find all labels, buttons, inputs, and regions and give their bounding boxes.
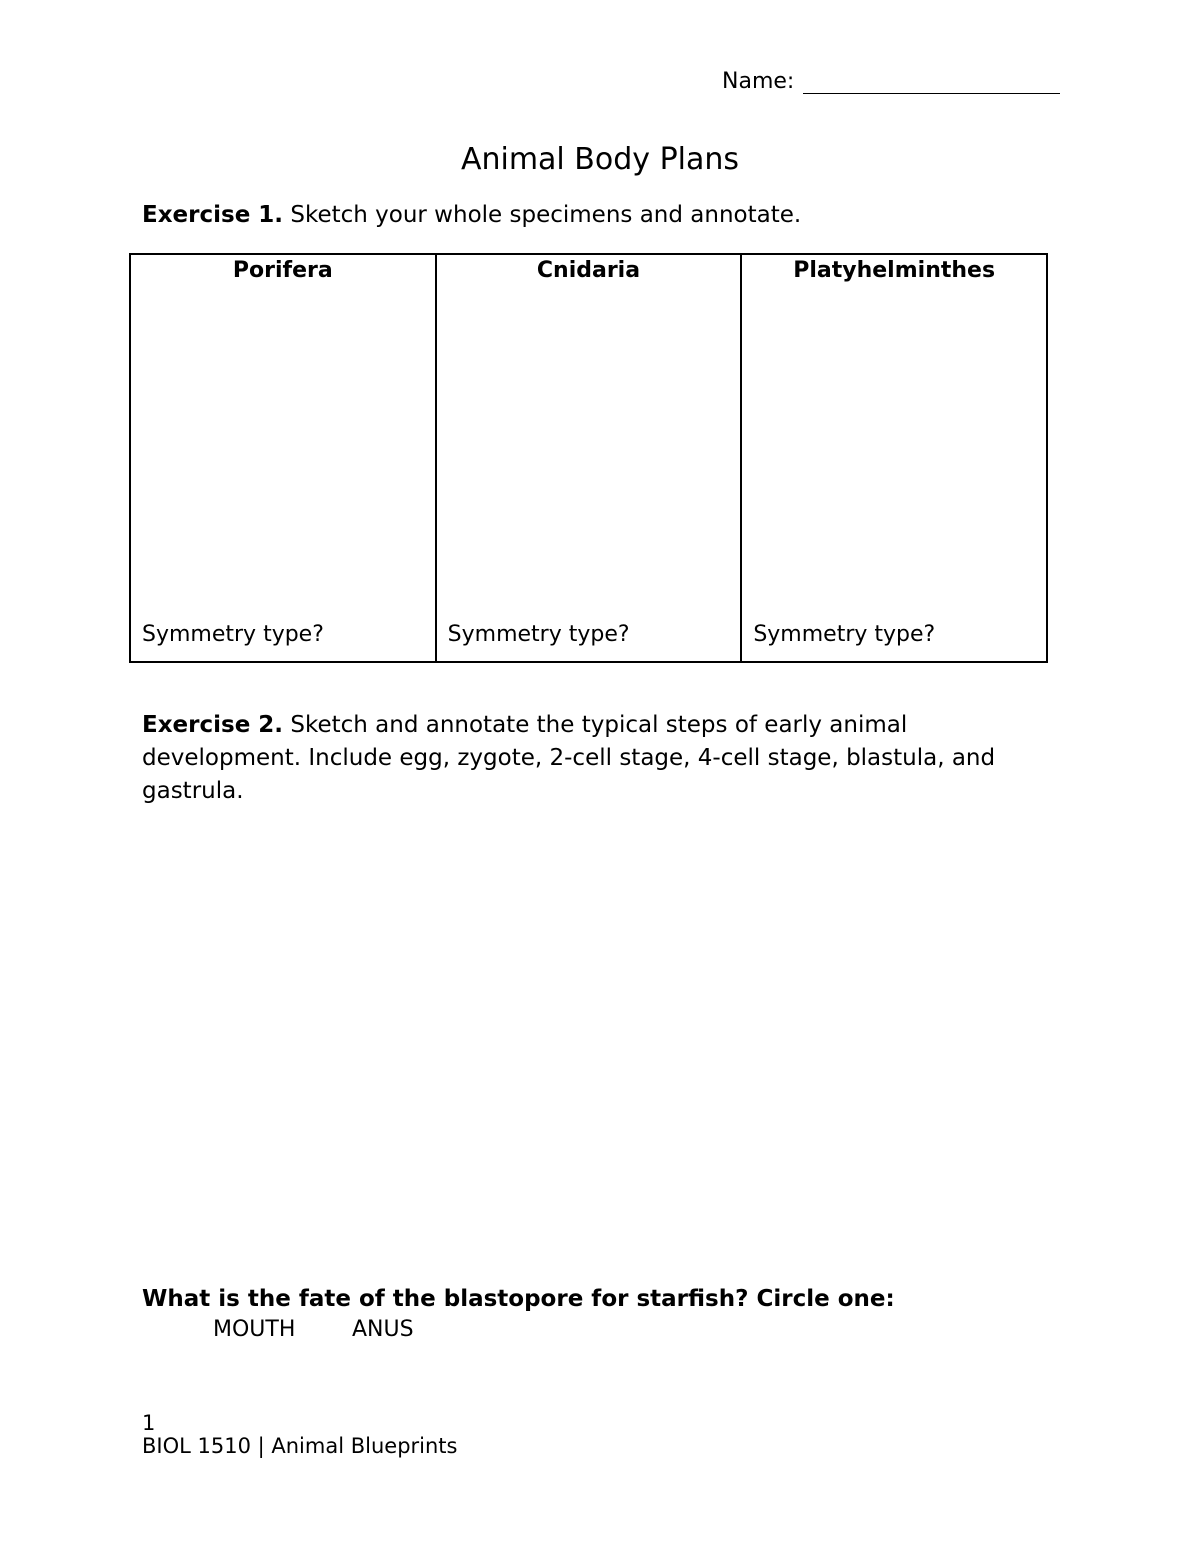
platyhelminthes-sketch-cell[interactable] — [741, 254, 1047, 662]
specimen-sketch-table — [129, 253, 1048, 663]
page-title: Animal Body Plans — [460, 142, 740, 177]
name-label: Name: — [722, 69, 795, 94]
exercise-2-label: Exercise 2. — [142, 712, 284, 738]
cnidaria-sketch-cell[interactable] — [436, 254, 742, 662]
exercise-1-instructions — [142, 199, 1042, 232]
name-blank-line[interactable] — [803, 93, 1060, 94]
column-heading-cnidaria: Cnidaria — [536, 258, 641, 283]
symmetry-prompt-cnidaria: Symmetry type? — [447, 622, 630, 647]
exercise-2-instructions — [142, 709, 1042, 808]
column-heading-porifera: Porifera — [232, 258, 333, 283]
porifera-sketch-cell[interactable] — [130, 254, 436, 662]
symmetry-prompt-platyhelminthes: Symmetry type? — [753, 622, 936, 647]
page-number: 1 — [142, 1411, 156, 1435]
option-anus[interactable]: ANUS — [352, 1317, 414, 1342]
exercise-1-label: Exercise 1. — [142, 202, 284, 228]
column-heading-platyhelminthes: Platyhelminthes — [793, 258, 996, 283]
blastopore-question: What is the fate of the blastopore for starfish? Circle one: — [142, 1286, 895, 1312]
exercise-1-text: Sketch your whole specimens and annotate. — [283, 202, 802, 228]
footer-course-title: BIOL 1510 | Animal Blueprints — [142, 1434, 458, 1458]
symmetry-prompt-porifera: Symmetry type? — [142, 622, 324, 647]
exercise-2-text: Sketch and annotate the typical steps of early animal development. Include egg, zygote, 2-cell stage, 4-cell stage, blastula, and gastrula. — [142, 712, 996, 804]
option-mouth[interactable]: MOUTH — [213, 1317, 296, 1342]
